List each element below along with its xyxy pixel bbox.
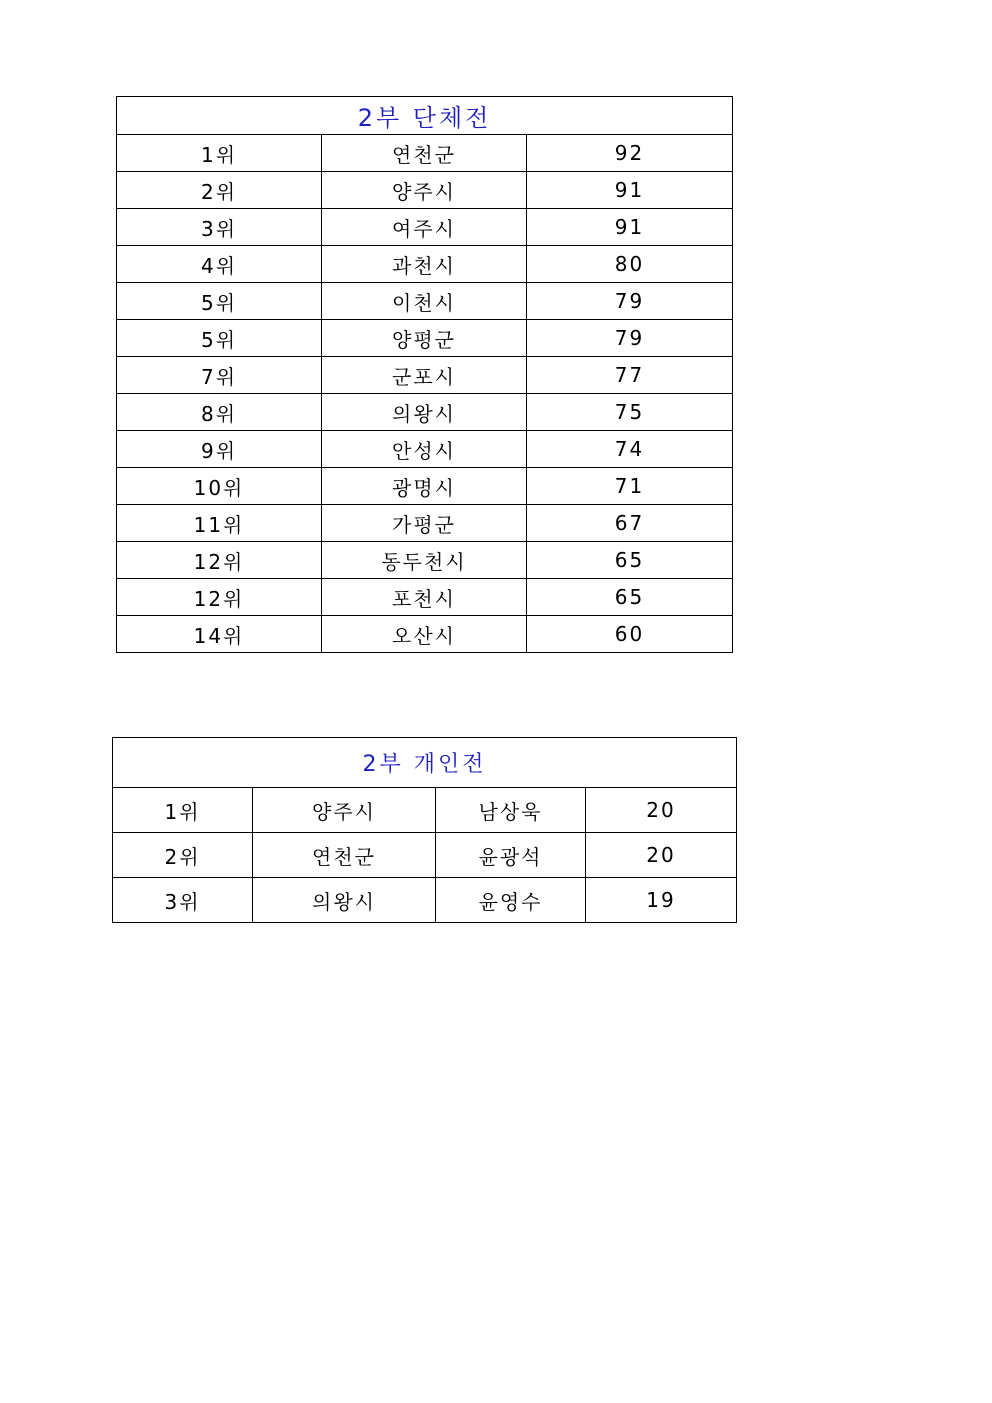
table-row: [113, 878, 737, 923]
team-results-table: [116, 96, 733, 653]
player-name-cell: 윤영수: [436, 878, 586, 923]
city-cell: 가평군: [322, 505, 527, 542]
city-cell: 군포시: [322, 357, 527, 394]
rank-cell: 11위: [117, 505, 322, 542]
score-cell: 19: [586, 878, 737, 923]
table-row: [117, 209, 733, 246]
score-cell: 91: [527, 172, 733, 209]
table-row: [117, 320, 733, 357]
score-cell: 79: [527, 283, 733, 320]
rank-cell: 1위: [117, 135, 322, 172]
score-cell: 79: [527, 320, 733, 357]
city-cell: 의왕시: [322, 394, 527, 431]
rank-cell: 14위: [117, 616, 322, 653]
table-row: [117, 431, 733, 468]
table-row: [117, 283, 733, 320]
rank-cell: 8위: [117, 394, 322, 431]
table-row: [117, 357, 733, 394]
city-cell: 연천군: [322, 135, 527, 172]
score-cell: 65: [527, 579, 733, 616]
team-table-title: 2부 단체전: [117, 97, 733, 135]
city-cell: 광명시: [322, 468, 527, 505]
table-row: [117, 616, 733, 653]
table-row: [117, 246, 733, 283]
team-title-row: [117, 97, 733, 135]
city-cell: 과천시: [322, 246, 527, 283]
city-cell: 안성시: [322, 431, 527, 468]
score-cell: 60: [527, 616, 733, 653]
city-cell: 포천시: [322, 579, 527, 616]
individual-results-table: [112, 737, 737, 923]
table-row: [117, 542, 733, 579]
table-row: [117, 468, 733, 505]
table-row: [113, 788, 737, 833]
player-name-cell: 남상욱: [436, 788, 586, 833]
rank-cell: 9위: [117, 431, 322, 468]
score-cell: 80: [527, 246, 733, 283]
rank-cell: 7위: [117, 357, 322, 394]
table-row: [117, 505, 733, 542]
player-name-cell: 윤광석: [436, 833, 586, 878]
score-cell: 71: [527, 468, 733, 505]
city-cell: 이천시: [322, 283, 527, 320]
city-cell: 동두천시: [322, 542, 527, 579]
score-cell: 67: [527, 505, 733, 542]
score-cell: 20: [586, 788, 737, 833]
city-cell: 연천군: [253, 833, 436, 878]
table-row: [117, 172, 733, 209]
rank-cell: 12위: [117, 579, 322, 616]
score-cell: 91: [527, 209, 733, 246]
table-row: [117, 135, 733, 172]
individual-table-title: 2부 개인전: [113, 738, 737, 788]
rank-cell: 5위: [117, 283, 322, 320]
city-cell: 양평군: [322, 320, 527, 357]
individual-title-row: [113, 738, 737, 788]
score-cell: 77: [527, 357, 733, 394]
city-cell: 여주시: [322, 209, 527, 246]
city-cell: 양주시: [322, 172, 527, 209]
score-cell: 75: [527, 394, 733, 431]
rank-cell: 3위: [113, 878, 253, 923]
city-cell: 의왕시: [253, 878, 436, 923]
table-row: [113, 833, 737, 878]
rank-cell: 12위: [117, 542, 322, 579]
rank-cell: 4위: [117, 246, 322, 283]
score-cell: 20: [586, 833, 737, 878]
city-cell: 양주시: [253, 788, 436, 833]
score-cell: 74: [527, 431, 733, 468]
rank-cell: 10위: [117, 468, 322, 505]
rank-cell: 2위: [117, 172, 322, 209]
city-cell: 오산시: [322, 616, 527, 653]
rank-cell: 2위: [113, 833, 253, 878]
score-cell: 92: [527, 135, 733, 172]
table-row: [117, 579, 733, 616]
rank-cell: 3위: [117, 209, 322, 246]
rank-cell: 1위: [113, 788, 253, 833]
score-cell: 65: [527, 542, 733, 579]
table-row: [117, 394, 733, 431]
rank-cell: 5위: [117, 320, 322, 357]
